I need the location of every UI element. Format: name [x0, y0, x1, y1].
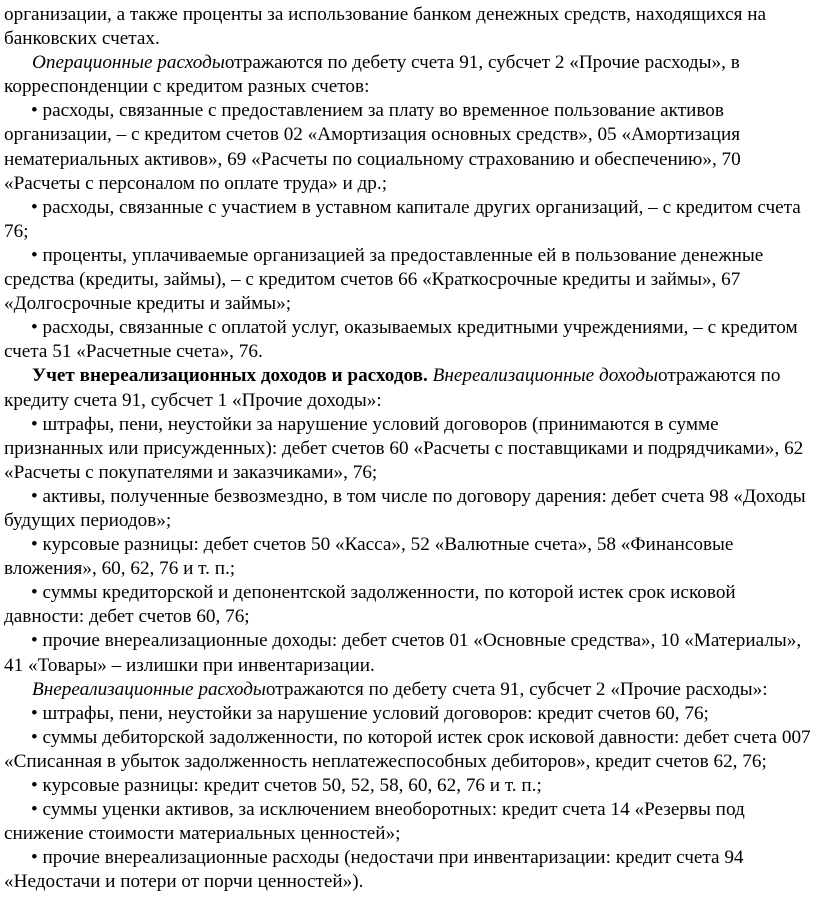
paragraph-text: отражаются по кредиту счета 91, субсчет 1 «Прочие доходы»: — [4, 365, 781, 411]
list-item: • расходы, связанные с оплатой услуг, оказываемых кредитными учреждениями, – с кредитом счета 51 «Расчетные счета», 76. — [4, 317, 798, 363]
list-item: • штрафы, пени, неустойки за нарушение условий договоров: кредит счетов 60, 76; — [31, 702, 709, 724]
term-operating-expenses: Операционные расходы — [32, 52, 225, 74]
list-item: • курсовые разницы: дебет счетов 50 «Касса», 52 «Валютные счета», 58 «Финансовые вложения», 60, 62, 76 и т. п.; — [4, 534, 734, 580]
list-item: • штрафы, пени, неустойки за нарушение условий договоров (принимаются в сумме признанных или присужденных): дебет счетов 60 «Расчеты с поставщиками и подрядчиками», 62 «Расчеты с покупателями и заказчиками», 76; — [4, 413, 804, 483]
list-item: • активы, полученные безвозмездно, в том числе по договору дарения: дебет счета 98 «Доходы будущих периодов»; — [4, 485, 806, 531]
paragraph-non-operating-income — [4, 364, 812, 412]
list-item: • проценты, уплачиваемые организацией за предоставленные ей в пользование денежные средства (кредиты, займы), – с кредитом счетов 66 «Краткосрочные кредиты и займы», 67 «Долгосрочные кредиты и займы»; — [4, 244, 764, 315]
list-item: • прочие внереализационные расходы (недостачи при инвентаризации: кредит счета 94 «Недостачи и потери от порчи ценностей»). — [4, 847, 744, 893]
paragraph-operating-expenses — [4, 51, 812, 99]
list-item: • суммы кредиторской и депонентской задолженности, по которой истек срок исковой давности: дебет счетов 60, 76; — [4, 582, 736, 628]
term-non-operating-expenses: Внереализационные расходы — [32, 678, 266, 700]
list-item: • расходы, связанные с участием в уставном капитале других организаций, – с кредитом счета 76; — [4, 196, 801, 242]
list-item: • курсовые разницы: кредит счетов 50, 52, 58, 60, 62, 76 и т. п.; — [31, 775, 542, 796]
term-non-operating-income: Внереализационные доходы — [432, 365, 658, 387]
section-heading: Учет внереализационных доходов и расходов. — [32, 365, 428, 387]
list-item: • расходы, связанные с предоставлением за плату во временное пользование активов организации, – с кредитом счетов 02 «Амортизация основных средств», 05 «Амортизация нематериальных активов», 69 «Расчеты по социальному страхованию и обеспечению», 70 «Расчеты с персоналом по оплате труда» и др.; — [4, 100, 741, 194]
paragraph-text: отражаются по дебету счета 91, субсчет 2 «Прочие расходы», в корреспонденции с кредитом разных счетов: — [4, 52, 740, 98]
list-item: • суммы дебиторской задолженности, по которой истек срок исковой давности: дебет счета 007 «Списанная в убыток задолженность неплатежеспособных дебиторов», кредит счетов 62, 76; — [4, 726, 811, 772]
list-item: • суммы уценки активов, за исключением внеоборотных: кредит счета 14 «Резервы под снижение стоимости материальных ценностей»; — [4, 799, 745, 845]
paragraph-continuation: организации, а также проценты за использование банком денежных средств, находящихся на банковских счетах. — [4, 4, 767, 50]
paragraph-text: отражаются по дебету счета 91, субсчет 2 «Прочие расходы»: — [265, 678, 768, 700]
list-item: • прочие внереализационные доходы: дебет счетов 01 «Основные средства», 10 «Материалы», 41 «Товары» – излишки при инвентаризации. — [4, 630, 802, 676]
paragraph-non-operating-expenses — [4, 678, 812, 702]
